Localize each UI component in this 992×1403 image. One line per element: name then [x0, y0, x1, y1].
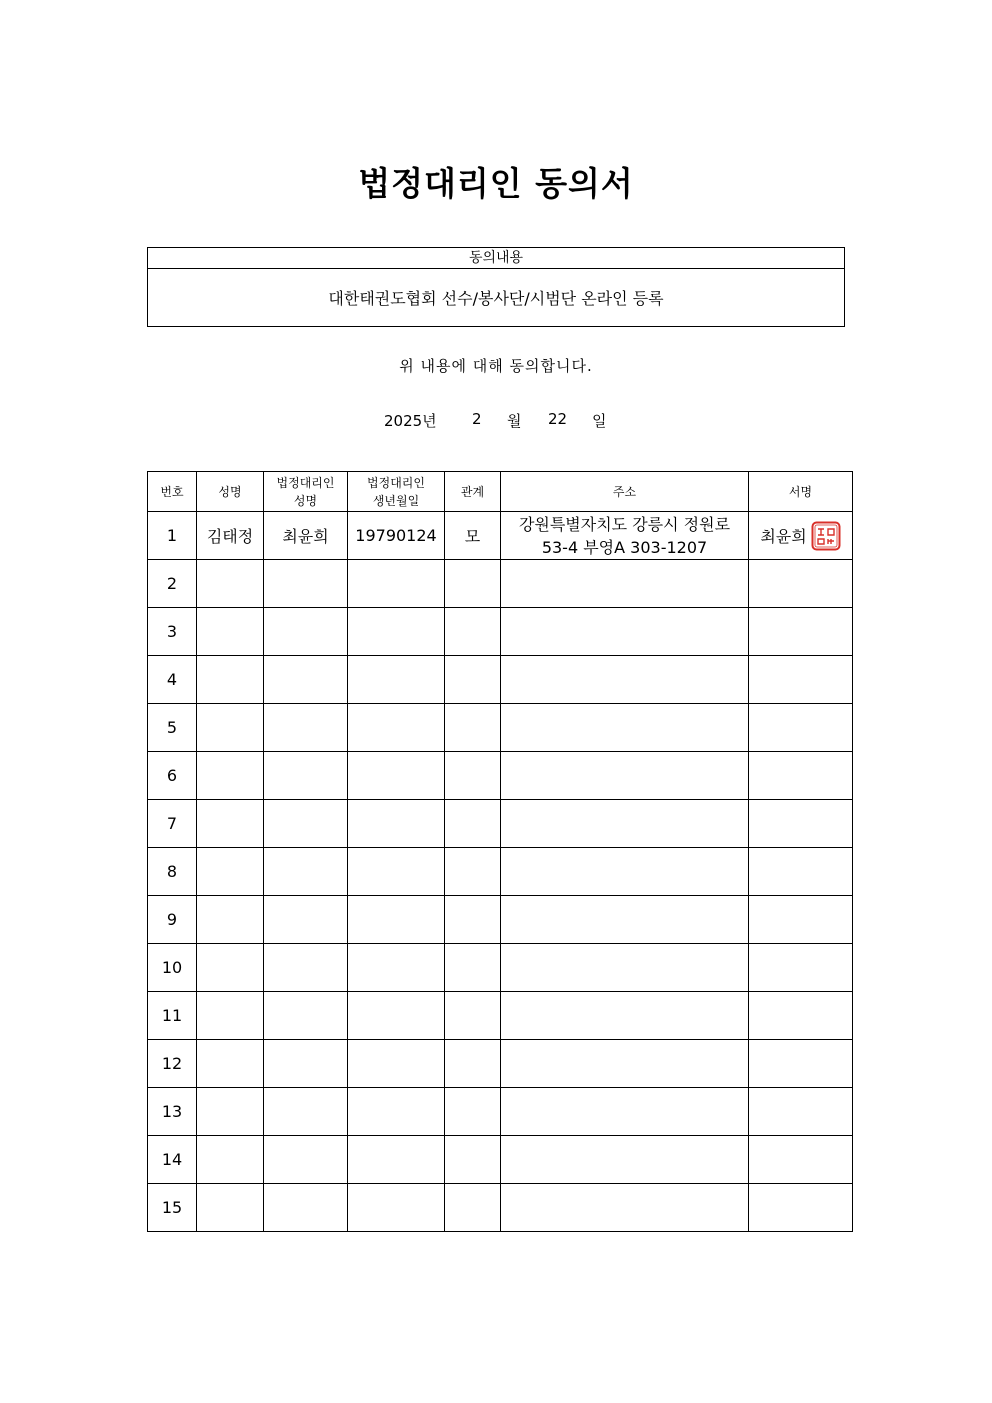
cell-name — [197, 944, 264, 992]
cell-name — [197, 560, 264, 608]
cell-guardian — [264, 1088, 348, 1136]
cell-no: 7 — [148, 800, 197, 848]
cell-address — [501, 512, 749, 560]
cell-name — [197, 1136, 264, 1184]
header-address: 주소 — [501, 472, 749, 512]
cell-address — [501, 560, 749, 608]
cell-relation — [445, 752, 501, 800]
cell-signature — [749, 704, 853, 752]
cell-no: 8 — [148, 848, 197, 896]
cell-name — [197, 992, 264, 1040]
consent-content: 대한태권도협회 선수/봉사단/시범단 온라인 등록 — [328, 289, 664, 308]
header-guardian-name — [264, 472, 348, 512]
cell-no: 5 — [148, 704, 197, 752]
cell-guardian — [264, 1136, 348, 1184]
cell-signature — [749, 752, 853, 800]
cell-no: 4 — [148, 656, 197, 704]
table-row — [148, 1040, 853, 1088]
cell-signature — [749, 1136, 853, 1184]
document-title: 법정대리인 동의서 — [358, 164, 634, 203]
cell-guardian — [264, 848, 348, 896]
cell-address — [501, 1040, 749, 1088]
cell-no: 1 — [148, 512, 197, 560]
cell-relation — [445, 1088, 501, 1136]
header-guardian-name-line1: 법정대리인 — [276, 475, 335, 490]
cell-name — [197, 1088, 264, 1136]
cell-address — [501, 656, 749, 704]
cell-no: 11 — [148, 992, 197, 1040]
header-guardian-name-line2: 성명 — [293, 493, 318, 508]
cell-relation — [445, 1184, 501, 1232]
cell-birth — [348, 800, 445, 848]
cell-no: 12 — [148, 1040, 197, 1088]
cell-address — [501, 608, 749, 656]
table-row — [148, 896, 853, 944]
cell-guardian: 최윤희 — [264, 512, 348, 560]
date-month: 2 — [472, 410, 482, 428]
cell-birth: 19790124 — [348, 512, 445, 560]
table-row — [148, 752, 853, 800]
address-line2: 53-4 부영A 303-1207 — [541, 537, 708, 557]
cell-guardian — [264, 704, 348, 752]
cell-no: 9 — [148, 896, 197, 944]
cell-signature — [749, 656, 853, 704]
cell-relation — [445, 1040, 501, 1088]
table-row — [148, 992, 853, 1040]
cell-relation — [445, 704, 501, 752]
cell-guardian — [264, 656, 348, 704]
cell-address — [501, 896, 749, 944]
cell-name — [197, 800, 264, 848]
cell-birth — [348, 704, 445, 752]
table-row — [148, 1088, 853, 1136]
cell-signature — [749, 848, 853, 896]
cell-guardian — [264, 560, 348, 608]
cell-address — [501, 944, 749, 992]
header-name: 성명 — [197, 472, 264, 512]
cell-guardian — [264, 896, 348, 944]
cell-relation — [445, 656, 501, 704]
header-guardian-birth — [348, 472, 445, 512]
cell-birth — [348, 896, 445, 944]
table-row — [148, 1136, 853, 1184]
cell-name — [197, 896, 264, 944]
cell-birth — [348, 1088, 445, 1136]
cell-signature — [749, 1040, 853, 1088]
table-row — [148, 848, 853, 896]
cell-birth — [348, 1184, 445, 1232]
cell-name — [197, 608, 264, 656]
cell-address — [501, 704, 749, 752]
table-row — [148, 944, 853, 992]
cell-guardian — [264, 1184, 348, 1232]
table-row — [148, 800, 853, 848]
cell-birth — [348, 560, 445, 608]
cell-relation — [445, 560, 501, 608]
table-row — [148, 608, 853, 656]
cell-guardian — [264, 608, 348, 656]
cell-relation — [445, 896, 501, 944]
date-day: 22 — [548, 410, 568, 428]
cell-signature — [749, 896, 853, 944]
cell-name — [197, 848, 264, 896]
cell-name — [197, 656, 264, 704]
cell-guardian — [264, 944, 348, 992]
cell-name: 김태정 — [197, 512, 264, 560]
signature-wrap — [760, 521, 840, 551]
cell-name — [197, 1184, 264, 1232]
table-row — [148, 1184, 853, 1232]
cell-no: 3 — [148, 608, 197, 656]
cell-guardian — [264, 800, 348, 848]
table-row — [148, 560, 853, 608]
cell-address — [501, 1136, 749, 1184]
cell-birth — [348, 992, 445, 1040]
guardian-table — [147, 471, 853, 1232]
cell-signature — [749, 944, 853, 992]
header-guardian-birth-line2: 생년월일 — [372, 493, 420, 508]
address-line1: 강원특별자치도 강릉시 정원로 — [518, 514, 731, 534]
cell-signature — [749, 1184, 853, 1232]
table-row — [148, 512, 853, 560]
cell-relation — [445, 848, 501, 896]
date-day-label: 일 — [592, 412, 607, 430]
consent-box — [147, 247, 845, 327]
cell-signature — [749, 800, 853, 848]
cell-no: 2 — [148, 560, 197, 608]
header-signature: 서명 — [749, 472, 853, 512]
cell-address — [501, 992, 749, 1040]
cell-birth — [348, 944, 445, 992]
cell-name — [197, 752, 264, 800]
cell-guardian — [264, 992, 348, 1040]
agreement-text: 위 내용에 대해 동의합니다. — [399, 357, 593, 375]
signature-name: 최윤희 — [760, 527, 807, 546]
cell-address — [501, 752, 749, 800]
cell-name — [197, 704, 264, 752]
header-guardian-birth-line1: 법정대리인 — [367, 475, 425, 490]
cell-no: 15 — [148, 1184, 197, 1232]
cell-birth — [348, 656, 445, 704]
cell-relation — [445, 608, 501, 656]
cell-relation — [445, 992, 501, 1040]
cell-no: 6 — [148, 752, 197, 800]
header-relation: 관계 — [445, 472, 501, 512]
table-header-row — [148, 472, 853, 512]
cell-no: 14 — [148, 1136, 197, 1184]
cell-signature — [749, 560, 853, 608]
cell-signature — [749, 1088, 853, 1136]
cell-signature — [749, 992, 853, 1040]
cell-no: 13 — [148, 1088, 197, 1136]
date-year: 2025년 — [384, 412, 437, 430]
cell-address — [501, 1184, 749, 1232]
cell-no: 10 — [148, 944, 197, 992]
cell-relation — [445, 1136, 501, 1184]
cell-birth — [348, 608, 445, 656]
cell-name — [197, 1040, 264, 1088]
cell-guardian — [264, 752, 348, 800]
red-seal-icon — [811, 521, 841, 551]
table-row — [148, 656, 853, 704]
cell-guardian — [264, 1040, 348, 1088]
date-month-label: 월 — [507, 412, 522, 430]
table-row — [148, 704, 853, 752]
cell-birth — [348, 848, 445, 896]
cell-address — [501, 848, 749, 896]
cell-relation — [445, 944, 501, 992]
cell-birth — [348, 1040, 445, 1088]
cell-relation: 모 — [445, 512, 501, 560]
cell-signature — [749, 608, 853, 656]
cell-address — [501, 1088, 749, 1136]
consent-header: 동의내용 — [148, 248, 844, 269]
cell-signature — [749, 512, 853, 560]
cell-birth — [348, 752, 445, 800]
header-no: 번호 — [148, 472, 197, 512]
cell-relation — [445, 800, 501, 848]
cell-address — [501, 800, 749, 848]
cell-birth — [348, 1136, 445, 1184]
